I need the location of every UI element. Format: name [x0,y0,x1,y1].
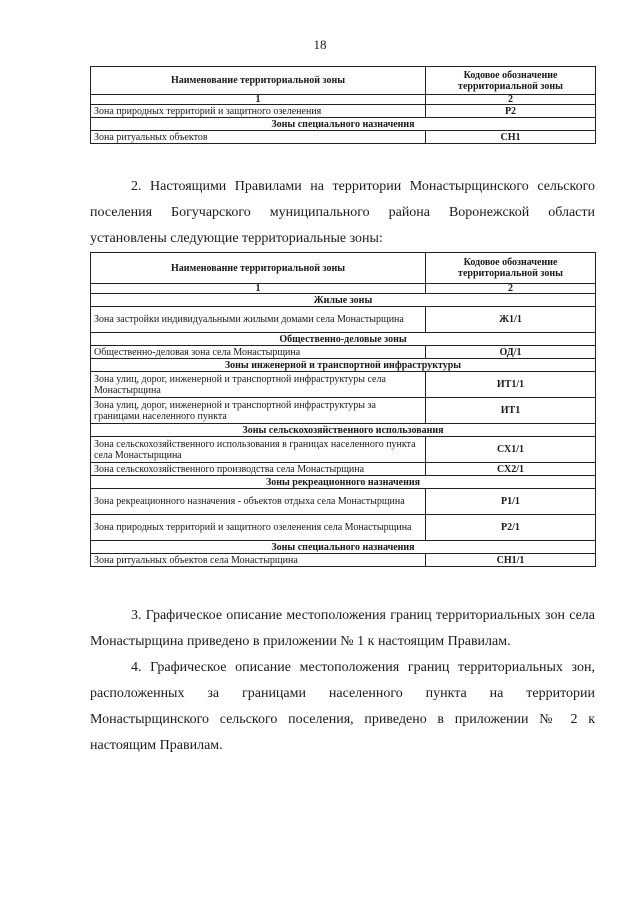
zone-code: Ж1/1 [426,307,596,333]
zone-code: СХ2/1 [426,463,596,476]
zone-group-row [91,424,596,437]
zone-group-title: Жилые зоны [91,294,596,307]
zone-group-row [91,118,596,131]
table-row [91,515,596,541]
zone-group-title: Зоны специального назначения [91,118,596,131]
table-row [91,489,596,515]
zone-name: Общественно-деловая зона села Монастырщина [91,346,426,359]
zone-code: ОД/1 [426,346,596,359]
table-row [91,131,596,144]
header-zone-name: Наименование территориальной зоны [91,67,426,95]
paragraph-3: 3. Графическое описание местоположения границ территориальных зон села Монастырщина приведено в приложении № 1 к настоящим Правилам. [90,608,595,649]
zone-name: Зона улиц, дорог, инженерной и транспортной инфраструктуры за границами населенного пункта [91,398,426,424]
zone-code: ИТ1/1 [426,372,596,398]
zone-group-title: Зоны рекреационного назначения [91,476,596,489]
header-zone-code: Кодовое обозначение территориальной зоны [426,253,596,284]
zone-name: Зона рекреационного назначения - объектов отдыха села Монастырщина [91,489,426,515]
column-number-2: 2 [426,95,596,105]
page-number: 18 [313,37,327,52]
zone-group-title: Общественно-деловые зоны [91,333,596,346]
zone-name: Зона природных территорий и защитного озеленения села Монастырщина [91,515,426,541]
zone-group-row [91,333,596,346]
column-number-row [91,284,596,294]
zones-table [90,252,596,567]
zone-name: Зона ритуальных объектов [91,131,426,144]
table-row [91,105,596,118]
table-row [91,554,596,567]
table-row [91,307,596,333]
zone-code: СН1 [426,131,596,144]
zone-group-row [91,359,596,372]
table-row [91,463,596,476]
column-number-1: 1 [91,284,426,294]
zone-group-title: Зоны инженерной и транспортной инфраструктуры [91,359,596,372]
zones-table-continued [90,66,596,144]
zone-group-row [91,541,596,554]
zone-name: Зона сельскохозяйственного использования в границах населенного пункта села Монастырщина [91,437,426,463]
zone-name: Зона природных территорий и защитного озеленения [91,105,426,118]
paragraph-4: 4. Графическое описание местоположения границ территориальных зон, расположенных за границами населенного пункта на территории Монастырщинского сельского поселения, приведено в приложении № 2 к настоящим Правилам. [90,660,595,753]
zone-code: Р2 [426,105,596,118]
table-header-row [91,67,596,95]
column-number-2: 2 [426,284,596,294]
zone-code: Р1/1 [426,489,596,515]
table-row [91,398,596,424]
table-header-row [91,253,596,284]
paragraph-2: 2. Настоящими Правилами на территории Монастырщинского сельского поселения Богучарского муниципального района Воронежской области установлены следующие территориальные зоны: [90,179,595,246]
zone-code: ИТ1 [426,398,596,424]
zone-code: Р2/1 [426,515,596,541]
zone-name: Зона застройки индивидуальными жилыми домами села Монастырщина [91,307,426,333]
zone-code: СН1/1 [426,554,596,567]
column-number-1: 1 [91,95,426,105]
zone-name: Зона сельскохозяйственного производства села Монастырщина [91,463,426,476]
header-zone-name: Наименование территориальной зоны [91,253,426,284]
zone-group-row [91,294,596,307]
table-row [91,372,596,398]
column-number-row [91,95,596,105]
zone-name: Зона улиц, дорог, инженерной и транспортной инфраструктуры села Монастырщина [91,372,426,398]
zone-group-title: Зоны сельскохозяйственного использования [91,424,596,437]
zone-name: Зона ритуальных объектов села Монастырщина [91,554,426,567]
zone-code: СХ1/1 [426,437,596,463]
table-row [91,437,596,463]
zone-group-title: Зоны специального назначения [91,541,596,554]
table-row [91,346,596,359]
header-zone-code: Кодовое обозначение территориальной зоны [426,67,596,95]
zone-group-row [91,476,596,489]
